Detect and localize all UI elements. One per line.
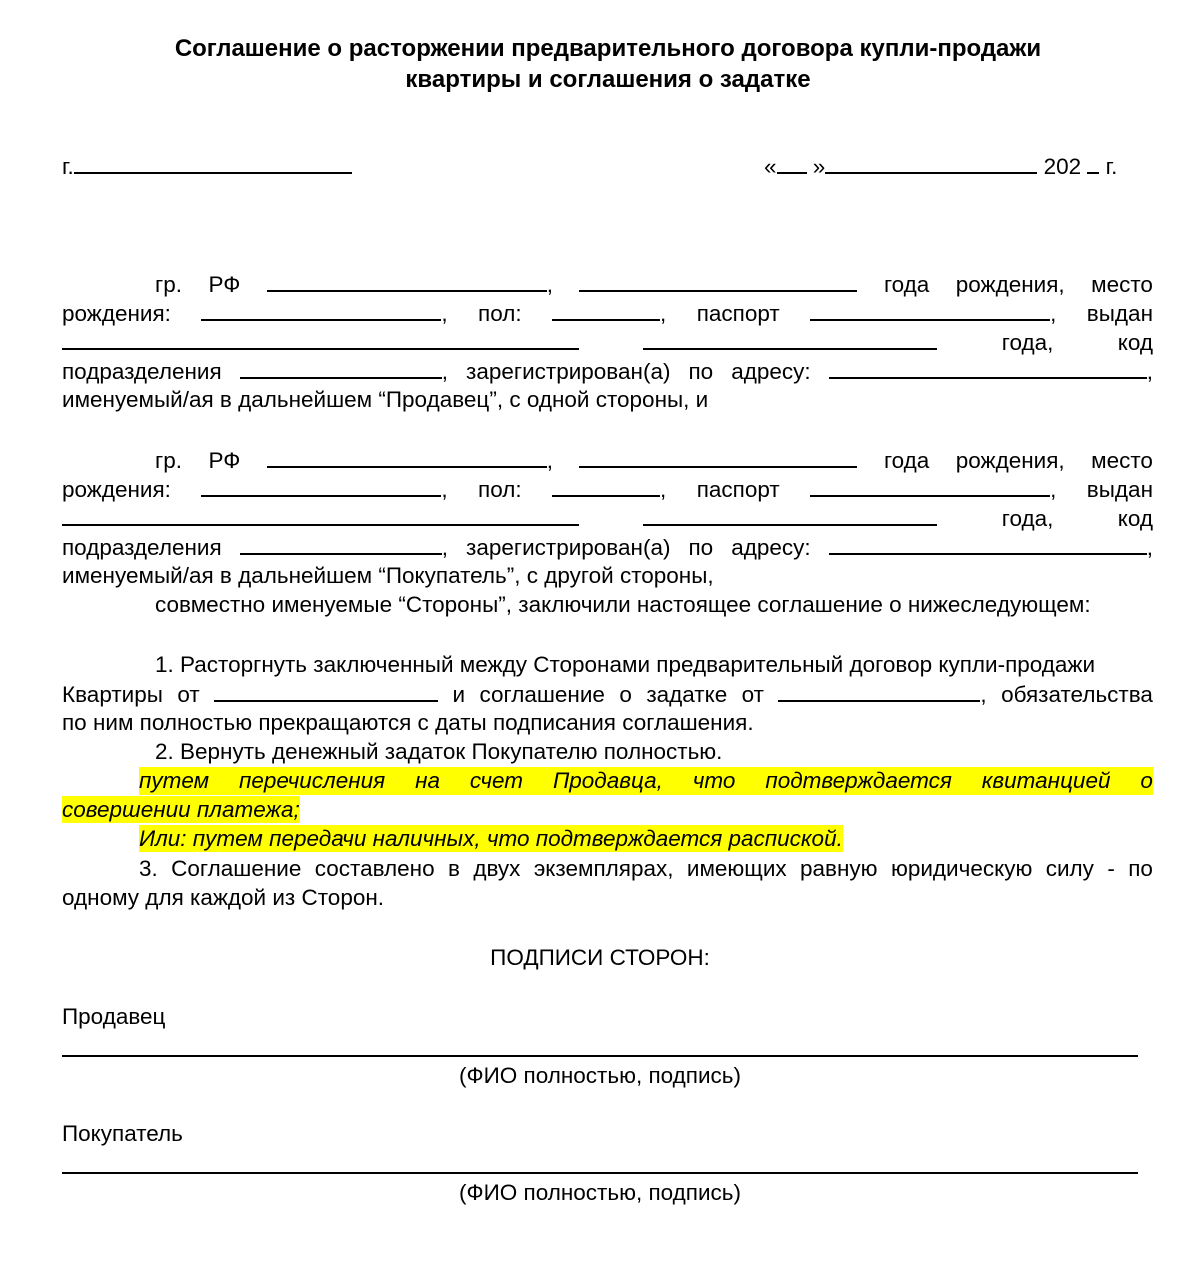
party2-line-1 xyxy=(155,446,1153,474)
party1-line-4 xyxy=(62,357,1153,385)
word: года xyxy=(883,272,930,297)
word: счет xyxy=(469,768,524,793)
seller-label: Продавец xyxy=(62,1004,166,1029)
item1-line-1: 1. Расторгнуть заключенный между Сторонами предварительный договор купли-продажи xyxy=(155,652,1096,677)
word: 3. xyxy=(139,856,158,881)
word: о xyxy=(619,682,632,707)
buyer-label: Покупатель xyxy=(62,1121,183,1146)
party1-issue-date-blank xyxy=(643,328,937,350)
word: Квартиры xyxy=(62,682,163,707)
word: обязательства xyxy=(1001,682,1153,707)
word: РФ xyxy=(208,272,241,297)
blank xyxy=(829,533,1147,555)
word: юридическую xyxy=(890,856,1033,881)
party2-line-3 xyxy=(62,504,1153,532)
party2-line-5: именуемый/ая в дальнейшем “Покупатель”, с другой стороны, xyxy=(62,563,714,588)
word: по xyxy=(1128,856,1153,881)
word: код xyxy=(1117,506,1153,531)
party1-address-field xyxy=(829,357,1153,385)
party1-gender-field xyxy=(552,299,666,327)
item2-line: 2. Вернуть денежный задаток Покупателю полностью. xyxy=(155,739,723,764)
word: адресу: xyxy=(731,535,811,560)
party1-line-5: именуемый/ая в дальнейшем “Продавец”, с одной стороны, и xyxy=(62,387,709,412)
signatures-heading: ПОДПИСИ СТОРОН: xyxy=(490,945,710,970)
year-blank xyxy=(1087,152,1099,174)
word: соглашение xyxy=(479,682,605,707)
word: рождения, xyxy=(955,448,1065,473)
word: подразделения xyxy=(62,359,222,384)
word: выдан xyxy=(1086,301,1153,326)
word: код xyxy=(1117,330,1153,355)
word: экземплярах, xyxy=(533,856,674,881)
word: составлено xyxy=(314,856,435,881)
party2-line-4 xyxy=(62,533,1153,561)
highlight-line-3: Или: путем передачи наличных, что подтверждается распиской. xyxy=(139,826,843,851)
word: имеющих xyxy=(686,856,787,881)
blank xyxy=(552,299,660,321)
day-blank xyxy=(777,152,807,174)
word: года, xyxy=(1001,330,1054,355)
word: зарегистрирован(а) xyxy=(466,535,671,560)
word: по xyxy=(688,535,714,560)
seller-signature-line xyxy=(62,1055,1138,1057)
intro-paragraph: совместно именуемые “Стороны”, заключили настоящее соглашение о нижеследующем: xyxy=(155,592,1091,617)
date-field xyxy=(764,152,1117,180)
date-close-quote: » xyxy=(812,154,826,179)
word: двух xyxy=(473,856,521,881)
blank xyxy=(201,299,441,321)
comma: , xyxy=(441,535,448,560)
party1-line-1 xyxy=(155,270,1153,298)
date-open-quote: « xyxy=(764,154,777,179)
word: выдан xyxy=(1086,477,1153,502)
blank xyxy=(201,475,441,497)
word: РФ xyxy=(208,448,241,473)
party2-birth-blank xyxy=(579,446,857,468)
party1-birth-blank xyxy=(579,270,857,292)
party2-division-code-field xyxy=(240,533,448,561)
city-prefix: г. xyxy=(62,154,74,179)
word: место xyxy=(1091,272,1153,297)
blank xyxy=(829,357,1147,379)
party1-division-code-field xyxy=(240,357,448,385)
party2-passport-field xyxy=(810,475,1056,503)
word: рождения: xyxy=(62,477,171,502)
word: путем xyxy=(139,768,210,793)
word: подтверждается xyxy=(765,768,952,793)
word: Соглашение xyxy=(171,856,302,881)
title-line-2: квартиры и соглашения о задатке xyxy=(405,66,811,93)
highlight-line-2: совершении платежа; xyxy=(62,797,300,822)
party1-issued-by-blank xyxy=(62,328,579,350)
city-blank xyxy=(74,152,352,174)
buyer-signature-caption: (ФИО полностью, подпись) xyxy=(459,1180,741,1205)
seller-signature-caption: (ФИО полностью, подпись) xyxy=(459,1063,741,1088)
title-line-1: Соглашение о расторжении предварительного договора купли-продажи xyxy=(174,35,1042,62)
word: паспорт xyxy=(696,301,780,326)
comma: , xyxy=(441,477,448,502)
party1-birthplace-field xyxy=(201,299,447,327)
item1-line-2 xyxy=(62,680,1153,708)
comma: , xyxy=(1050,301,1057,326)
document-title xyxy=(0,33,1200,95)
word: силу xyxy=(1045,856,1094,881)
blank xyxy=(810,475,1050,497)
word: Продавца, xyxy=(552,768,663,793)
word: рождения, xyxy=(955,272,1065,297)
word: в xyxy=(448,856,460,881)
party2-gender-field xyxy=(552,475,666,503)
word: по xyxy=(688,359,714,384)
year-text: 202 xyxy=(1043,154,1082,179)
item3-line-1 xyxy=(139,855,1153,882)
word: и xyxy=(452,682,466,707)
blank xyxy=(267,446,547,468)
city-field xyxy=(62,152,352,180)
word: от xyxy=(177,682,200,707)
comma: , xyxy=(546,448,554,473)
word: гр. xyxy=(155,448,182,473)
word: место xyxy=(1091,448,1153,473)
word: пол: xyxy=(478,477,522,502)
word: задатке xyxy=(646,682,728,707)
party1-line-3 xyxy=(62,328,1153,356)
comma: , xyxy=(441,301,448,326)
comma: , xyxy=(1050,477,1057,502)
word: рождения: xyxy=(62,301,171,326)
word: о xyxy=(1140,768,1153,793)
word: паспорт xyxy=(696,477,780,502)
comma: , xyxy=(1146,359,1153,384)
year-suffix: г. xyxy=(1105,154,1118,179)
blank xyxy=(240,357,442,379)
blank xyxy=(267,270,547,292)
blank xyxy=(552,475,660,497)
blank xyxy=(240,533,442,555)
word: адресу: xyxy=(731,359,811,384)
buyer-signature-line xyxy=(62,1172,1138,1174)
blank xyxy=(778,680,980,702)
word: квитанцией xyxy=(981,768,1111,793)
word: подразделения xyxy=(62,535,222,560)
word: на xyxy=(415,768,440,793)
party1-line-2 xyxy=(62,299,1153,327)
party1-passport-field xyxy=(810,299,1056,327)
word: - xyxy=(1107,856,1115,881)
word: перечисления xyxy=(238,768,386,793)
word: зарегистрирован(а) xyxy=(466,359,671,384)
word: года xyxy=(883,448,930,473)
comma: , xyxy=(441,359,448,384)
party2-issued-by-blank xyxy=(62,504,579,526)
party2-birthplace-field xyxy=(201,475,447,503)
word: гр. xyxy=(155,272,182,297)
word: пол: xyxy=(478,301,522,326)
highlight-line-1 xyxy=(139,767,1153,794)
item3-line-2: одному для каждой из Сторон. xyxy=(62,885,385,910)
comma: , xyxy=(660,301,667,326)
word: что xyxy=(692,768,736,793)
party1-name-field xyxy=(267,270,553,298)
party2-issue-date-blank xyxy=(643,504,937,526)
party2-line-2 xyxy=(62,475,1153,503)
word: равную xyxy=(800,856,878,881)
blank xyxy=(810,299,1050,321)
party2-name-field xyxy=(267,446,553,474)
word: года, xyxy=(1001,506,1054,531)
comma: , xyxy=(1146,535,1153,560)
comma: , xyxy=(546,272,554,297)
comma: , xyxy=(660,477,667,502)
item1-line-3: по ним полностью прекращаются с даты подписания соглашения. xyxy=(62,710,754,735)
month-blank xyxy=(825,152,1037,174)
comma: , xyxy=(980,682,987,707)
word: от xyxy=(741,682,764,707)
deposit-date-field xyxy=(778,680,986,708)
party2-address-field xyxy=(829,533,1153,561)
contract-date-blank xyxy=(214,680,438,702)
